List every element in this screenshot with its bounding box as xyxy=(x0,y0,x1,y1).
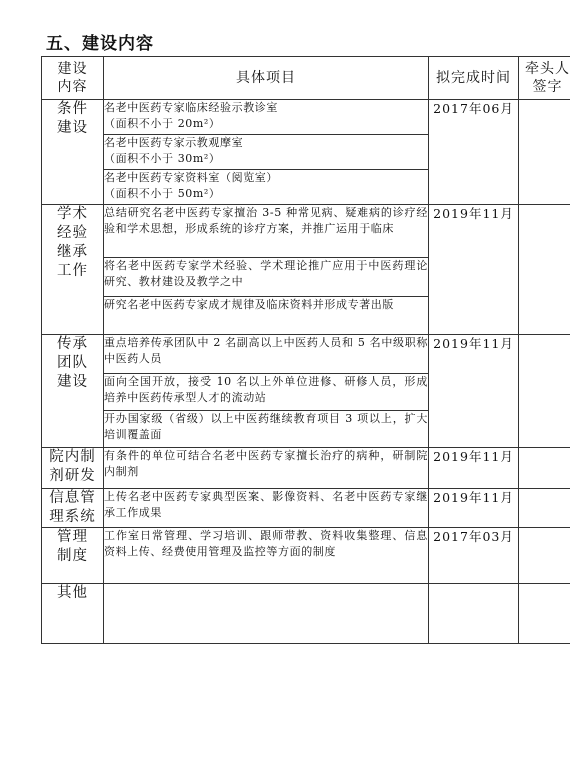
item-text: 工作室日常管理、学习培训、跟师带教、资料收集整理、信息资料上传、经费使用管理及监控等方面的制度 xyxy=(104,529,428,558)
category-cell xyxy=(42,584,104,644)
item-cell xyxy=(104,528,429,584)
header-category xyxy=(42,57,104,100)
item-line: （面积不小于 20m²） xyxy=(104,117,221,130)
item-text: 面向全国开放，接受 10 名以上外单位进修、研修人员，形成培养中医药传承型人才的流动站 xyxy=(104,375,428,404)
category-line: 传承 xyxy=(57,336,88,352)
header-category-line: 内容 xyxy=(57,79,88,95)
category-line: 团队 xyxy=(57,355,88,371)
item-text: 研究名老中医药专家成才规律及临床资料并形成专著出版 xyxy=(104,298,394,311)
sign-cell xyxy=(519,489,570,528)
category-cell xyxy=(42,100,104,205)
item-cell xyxy=(104,205,429,258)
table-row xyxy=(42,335,570,374)
header-date: 拟完成时间 xyxy=(429,57,519,100)
date-cell xyxy=(429,584,519,644)
item-text: 上传名老中医药专家典型医案、影像资料、名老中医药专家继承工作成果 xyxy=(104,490,428,519)
sign-cell xyxy=(519,448,570,489)
date-cell: 2017年06月 xyxy=(429,100,519,205)
item-cell xyxy=(104,258,429,297)
item-cell xyxy=(104,135,429,170)
sign-cell xyxy=(519,100,570,205)
item-cell xyxy=(104,374,429,411)
item-line: （面积不小于 30m²） xyxy=(104,152,221,165)
date-cell: 2019年11月 xyxy=(429,205,519,335)
category-line: 工作 xyxy=(57,263,88,279)
header-sign-line: 牵头人 xyxy=(525,61,570,77)
item-line: 名老中医药专家示教观摩室 xyxy=(104,136,244,149)
date-cell: 2017年03月 xyxy=(429,528,519,584)
header-sign-line: 签字 xyxy=(532,79,563,95)
item-line: 名老中医药专家临床经验示教诊室 xyxy=(104,101,278,114)
category-line: 管理 xyxy=(57,529,88,545)
header-sign xyxy=(519,57,570,100)
category-line: 学术 xyxy=(57,206,88,222)
category-line: 经验 xyxy=(57,225,88,241)
table-row xyxy=(42,489,570,528)
item-text: 总结研究名老中医药专家擅治 3-5 种常见病、疑难病的诊疗经验和学术思想，形成系统的诊疗方案，并推广运用于临床 xyxy=(104,206,428,235)
date-cell: 2019年11月 xyxy=(429,489,519,528)
item-cell xyxy=(104,297,429,335)
table-row xyxy=(42,205,570,258)
item-text: 将名老中医药专家学术经验、学术理论推广应用于中医药理论研究、教材建设及教学之中 xyxy=(104,259,428,288)
section-heading: 五、建设内容 xyxy=(46,34,154,54)
category-cell xyxy=(42,489,104,528)
category-cell xyxy=(42,205,104,335)
table-row xyxy=(42,100,570,135)
table-header-row xyxy=(42,57,570,100)
item-text: 有条件的单位可结合名老中医药专家擅长治疗的病种，研制院内制剂 xyxy=(104,449,428,478)
table-row xyxy=(42,448,570,489)
header-category-line: 建设 xyxy=(57,61,88,77)
item-cell xyxy=(104,100,429,135)
table-row xyxy=(42,528,570,584)
item-line: 名老中医药专家资料室（阅览室） xyxy=(104,171,278,184)
category-line: 制度 xyxy=(57,548,88,564)
category-line: 建设 xyxy=(57,374,88,390)
category-line: 条件 xyxy=(57,101,88,117)
construction-content-table xyxy=(41,56,570,644)
item-cell xyxy=(104,411,429,448)
category-cell xyxy=(42,448,104,489)
category-line: 信息管 xyxy=(49,490,96,506)
sign-cell xyxy=(519,205,570,335)
sign-cell xyxy=(519,335,570,448)
sign-cell xyxy=(519,528,570,584)
sign-cell xyxy=(519,584,570,644)
item-text: 开办国家级（省级）以上中医药继续教育项目 3 项以上，扩大培训覆盖面 xyxy=(104,412,428,441)
item-cell xyxy=(104,489,429,528)
item-text: 重点培养传承团队中 2 名副高以上中医药人员和 5 名中级职称中医药人员 xyxy=(104,336,428,365)
category-line: 继承 xyxy=(57,244,88,260)
category-line: 建设 xyxy=(57,120,88,136)
category-line: 剂研发 xyxy=(49,468,96,484)
category-line: 其他 xyxy=(57,585,88,601)
header-items: 具体项目 xyxy=(104,57,429,100)
category-cell xyxy=(42,335,104,448)
category-line: 院内制 xyxy=(49,449,96,465)
item-cell xyxy=(104,448,429,489)
date-cell: 2019年11月 xyxy=(429,448,519,489)
table-row xyxy=(42,584,570,644)
item-cell xyxy=(104,584,429,644)
item-cell xyxy=(104,335,429,374)
date-cell: 2019年11月 xyxy=(429,335,519,448)
category-line: 理系统 xyxy=(49,509,96,525)
item-cell xyxy=(104,170,429,205)
category-cell xyxy=(42,528,104,584)
item-line: （面积不小于 50m²） xyxy=(104,187,221,200)
